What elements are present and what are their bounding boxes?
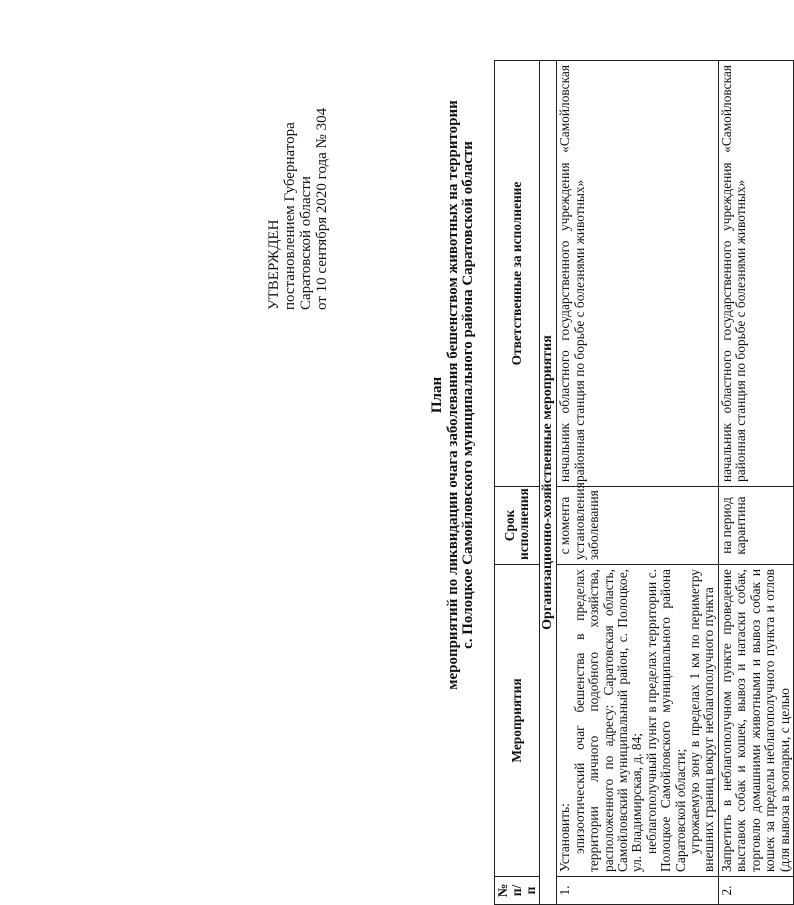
- document-title: [430, 65, 477, 725]
- approval-date: от 10 сентября 2020 года № 304: [314, 107, 330, 310]
- row-activity: Запретить в неблагополучном пункте проведение выставок собак и кошек, вывоз и натаски собак, торговлю домашними животными и вывоз собак и кошек за пределы неблагополучного пункта и отлов (для вывоза в зоопарки, с целью: [718, 565, 793, 877]
- rotated-content: [258, 60, 792, 905]
- activity-line: Установить:: [557, 803, 573, 872]
- header-responsible: Ответственные за исполнение: [495, 61, 540, 487]
- row-term: на период карантина: [718, 487, 793, 565]
- table-row: [718, 61, 793, 905]
- row-responsible: начальник областного государственного учреждения «Самойловская районная станция по борьбе с болезнями животных»: [718, 61, 793, 487]
- section-title: Организационно-хозяйственные мероприятия: [540, 61, 557, 905]
- approval-stamp: [266, 50, 416, 310]
- header-num: № п/п: [495, 877, 540, 905]
- section-row: [540, 61, 557, 905]
- title-line: мероприятий по ликвидации очага заболевания бешенством животных на территории: [444, 100, 461, 690]
- row-number: 1.: [557, 877, 718, 905]
- header-term: Срок исполнения: [495, 487, 540, 565]
- row-number: 2.: [718, 877, 793, 905]
- row-activity: [557, 565, 718, 877]
- table-header-row: [495, 61, 540, 905]
- header-activity: Мероприятия: [495, 565, 540, 877]
- row-term: с момента установления заболевания: [557, 487, 718, 565]
- approval-line: постановлением Губернатора: [282, 122, 298, 310]
- activity-line: эпизоотический очаг бешенства в пределах территории личного подобного хозяйства, расположенного по адресу: Саратовская область, Самойловский муниципальный район, с. Полоцкое, ул. Владимирская, д. 84;: [571, 569, 645, 872]
- table-row: [557, 61, 718, 905]
- title-line: с. Полоцкое Самойловского муниципального района Саратовской области: [460, 141, 476, 649]
- approval-heading: УТВЕРЖДЕН: [266, 219, 282, 310]
- approval-line: Саратовской области: [298, 176, 314, 310]
- plan-table: [494, 60, 794, 905]
- activity-line: угрожаемую зону в пределах 1 км по периметру внешних границ вокруг неблагополучного пункта: [687, 569, 717, 872]
- activity-line: неблагополучный пункт в пределах территории с. Полоцкое Самойловского муниципального района Саратовской области;: [643, 569, 688, 872]
- title-line: План: [429, 376, 445, 414]
- row-responsible: начальник областного государственного учреждения «Самойловская районная станция по борьбе с болезнями животных»: [557, 61, 718, 487]
